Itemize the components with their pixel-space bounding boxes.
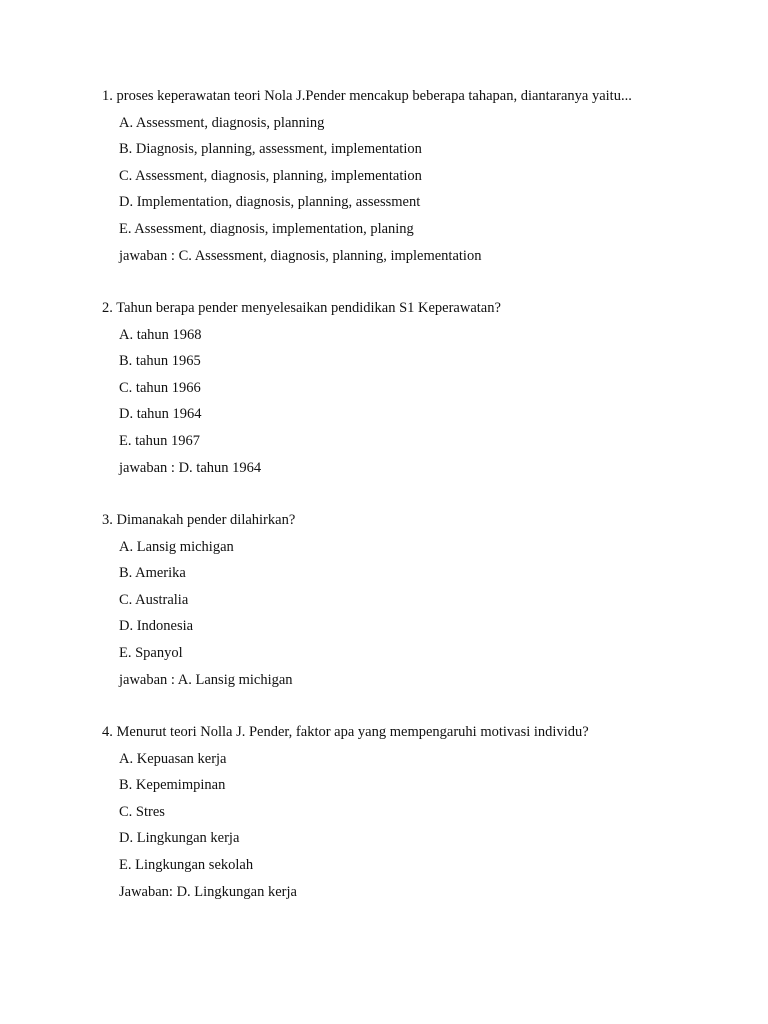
option-b: B. Amerika — [119, 565, 186, 582]
option-e: E. Lingkungan sekolah — [119, 856, 254, 873]
option-c: C. Stres — [119, 803, 165, 820]
answer-text: jawaban : C. Assessment, diagnosis, planning, implementation — [119, 247, 482, 264]
answer-text: jawaban : D. tahun 1964 — [119, 459, 262, 476]
option-d: D. Implementation, diagnosis, planning, assessment — [119, 194, 421, 211]
question-text: 4. Menurut teori Nolla J. Pender, faktor apa yang mempengaruhi motivasi individu? — [102, 724, 589, 740]
question-text: 2. Tahun berapa pender menyelesaikan pendidikan S1 Keperawatan? — [102, 300, 501, 316]
option-e: E. tahun 1967 — [119, 432, 200, 449]
option-b: B. Diagnosis, planning, assessment, implementation — [119, 141, 422, 158]
option-d: D. Indonesia — [119, 618, 194, 635]
question-text: 1. proses keperawatan teori Nola J.Pender mencakup beberapa tahapan, diantaranya yaitu... — [102, 88, 632, 104]
option-c: C. Assessment, diagnosis, planning, implementation — [119, 167, 422, 184]
question-2 — [102, 295, 742, 481]
option-a: A. tahun 1968 — [119, 326, 202, 343]
option-a: A. Kepuasan kerja — [119, 750, 227, 767]
option-b: B. Kepemimpinan — [119, 777, 226, 794]
option-a: A. Assessment, diagnosis, planning — [119, 114, 325, 131]
option-b: B. tahun 1965 — [119, 353, 201, 370]
answer-text: Jawaban: D. Lingkungan kerja — [119, 883, 297, 900]
question-3 — [102, 507, 742, 693]
answer-text: jawaban : A. Lansig michigan — [119, 671, 293, 688]
option-a: A. Lansig michigan — [119, 538, 234, 555]
option-d: D. Lingkungan kerja — [119, 830, 240, 847]
option-c: C. tahun 1966 — [119, 379, 201, 396]
option-d: D. tahun 1964 — [119, 406, 202, 423]
question-4 — [102, 719, 742, 905]
option-e: E. Spanyol — [119, 644, 183, 661]
question-text: 3. Dimanakah pender dilahirkan? — [102, 512, 296, 528]
option-c: C. Australia — [119, 591, 189, 608]
question-1 — [102, 83, 742, 269]
option-e: E. Assessment, diagnosis, implementation, planing — [119, 220, 414, 237]
